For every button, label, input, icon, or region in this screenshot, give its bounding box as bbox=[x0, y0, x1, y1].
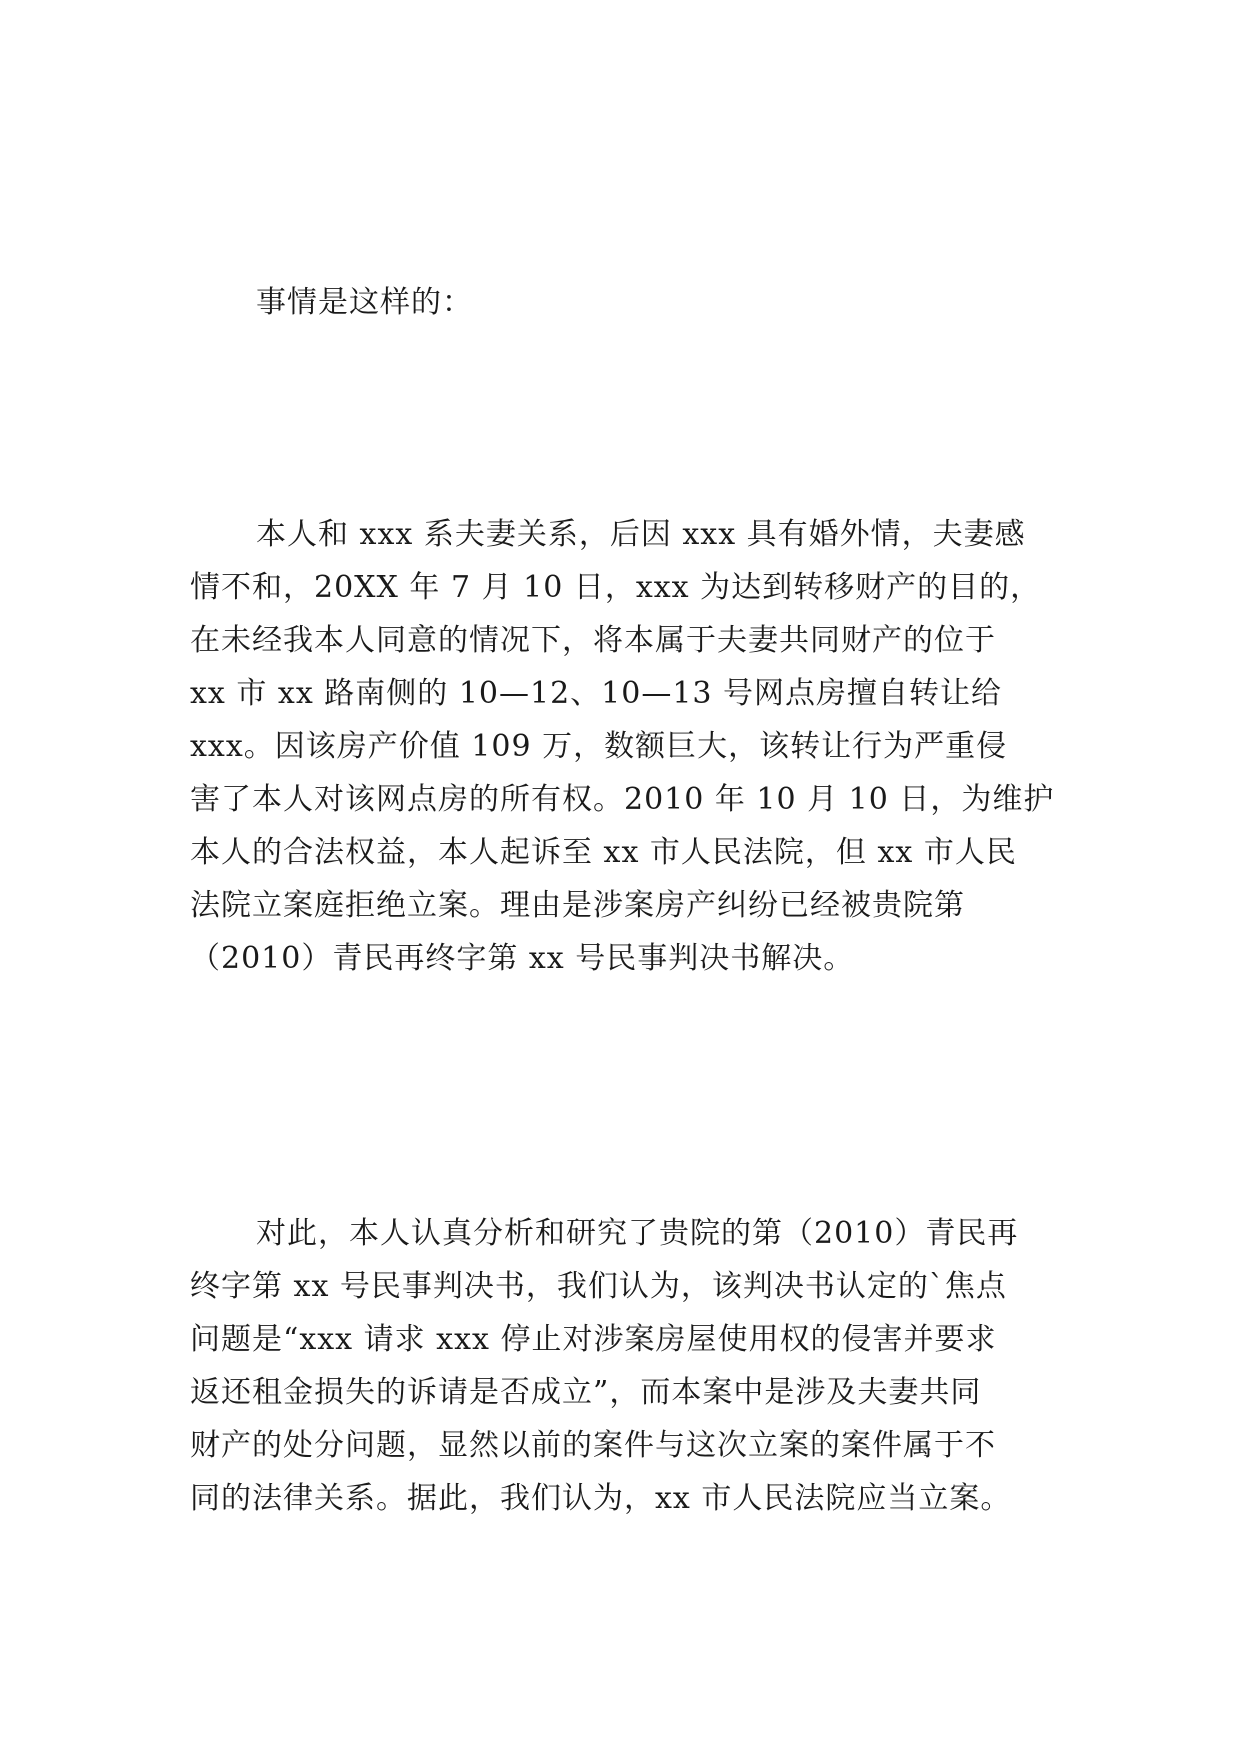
text-line: 事情是这样的： bbox=[256, 285, 473, 320]
text-line: 情不和，20XX 年 7 月 10 日，xxx 为达到转移财产的目的， bbox=[190, 570, 1042, 605]
text-line: 终字第 xx 号民事判决书，我们认为，该判决书认定的`焦点 bbox=[190, 1269, 1007, 1304]
text-line: xx 市 xx 路南侧的 10—12、10—13 号网点房擅自转让给 bbox=[190, 676, 1003, 711]
paragraph-intro bbox=[190, 276, 1050, 329]
text-line: （2010）青民再终字第 xx 号民事判决书解决。 bbox=[190, 941, 855, 976]
text-line: 问题是“xxx 请求 xxx 停止对涉案房屋使用权的侵害并要求 bbox=[190, 1322, 997, 1357]
text-line: 对此，本人认真分析和研究了贵院的第（2010）青民再 bbox=[256, 1216, 1019, 1251]
paragraph-analysis bbox=[190, 1207, 1050, 1525]
text-line: 同的法律关系。据此，我们认为，xx 市人民法院应当立案。 bbox=[190, 1481, 1012, 1516]
text-line: 法院立案庭拒绝立案。理由是涉案房产纠纷已经被贵院第 bbox=[190, 888, 965, 923]
text-line: 返还租金损失的诉请是否成立”，而本案中是涉及夫妻共同 bbox=[190, 1375, 982, 1410]
paragraph-facts bbox=[190, 508, 1055, 985]
text-line: xxx。因该房产价值 109 万，数额巨大，该转让行为严重侵 bbox=[190, 729, 1008, 764]
text-line: 本人的合法权益，本人起诉至 xx 市人民法院，但 xx 市人民 bbox=[190, 835, 1017, 870]
text-line: 本人和 xxx 系夫妻关系，后因 xxx 具有婚外情，夫妻感 bbox=[256, 517, 1026, 552]
text-line: 在未经我本人同意的情况下，将本属于夫妻共同财产的位于 bbox=[190, 623, 996, 658]
text-line: 害了本人对该网点房的所有权。2010 年 10 月 10 日，为维护 bbox=[190, 782, 1055, 817]
text-line: 财产的处分问题，显然以前的案件与这次立案的案件属于不 bbox=[190, 1428, 996, 1463]
